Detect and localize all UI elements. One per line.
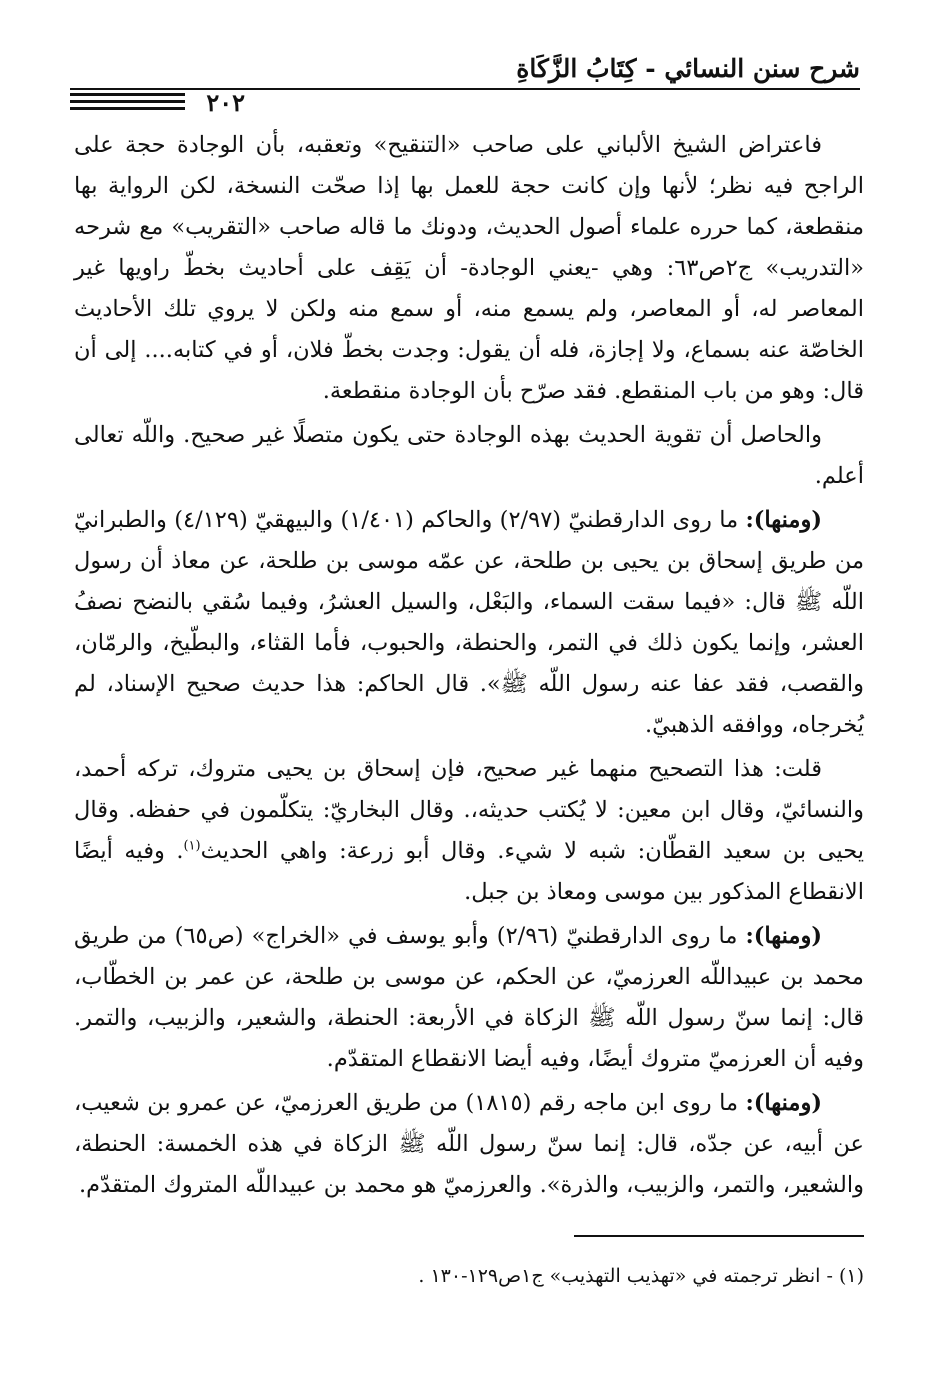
page-number-bar	[70, 88, 245, 117]
paragraph-text: والحاصل أن تقوية الحديث بهذه الوجادة حتى يكون متصلًا غير صحيح. واللّه تعالى أعلم.	[74, 422, 864, 489]
paragraph-lead: (ومنها):	[745, 923, 822, 949]
footnote-text: (١) - انظر ترجمته في «تهذيب التهذيب» ج١ص١٢٩-١٣٠ .	[418, 1265, 864, 1287]
running-title: شرح سنن النسائي - كِتَابُ الزَّكَاةِ	[516, 54, 860, 83]
header-bar-line	[70, 100, 185, 103]
main-text	[74, 125, 864, 1209]
header-bar-line	[70, 107, 185, 110]
paragraph-lead: (ومنها):	[745, 1090, 822, 1116]
paragraph	[74, 749, 864, 913]
header-bar-line	[70, 93, 185, 96]
paragraph-text: ما روى الدارقطنيّ (٢/٩٦) وأبو يوسف في «الخراج» (ص٦٥) من طريق محمد بن عبيداللّه العرزميّ، عن الحكم، عن موسى بن طلحة، عن عمر بن الخطّاب، قال: إنما سنّ رسول اللّه ﷺ الزكاة في الأربعة: الحنطة، والشعير، والزبيب، والتمر. وفيه أن العرزميّ متروك أيضًا، وفيه أيضا الانقطاع المتقدّم.	[74, 923, 864, 1072]
paragraph	[74, 415, 864, 497]
footnote-separator	[574, 1235, 864, 1237]
footnote	[74, 1262, 864, 1290]
paragraph	[74, 125, 864, 412]
paragraph-text: فاعتراض الشيخ الألباني على صاحب «التنقيح» وتعقبه، بأن الوجادة حجة على الراجح فيه نظر؛ لأنها وإن كانت حجة للعمل بها إذا صحّت النسخة، لكن الرواية بها منقطعة، كما حرره علماء أصول الحديث، ودونك ما قاله صاحب «التقريب» مع شرحه «التدريب» ج٢ص٦٣: وهي -يعني الوجادة- أن يَقِف على أحاديث بخطّ راويها غير المعاصر له، أو المعاصر، ولم يسمع منه، أو سمع منه ولكن لا يروي تلك الأحاديث الخاصّة عنه بسماع، ولا إجازة، فله أن يقول: وجدت بخطّ فلان، أو في كتابه.... إلى أن قال: وهو من باب المنقطع. فقد صرّح بأن الوجادة منقطعة.	[74, 132, 864, 404]
paragraph-text-tail: . وفيه أيضًا الانقطاع المذكور بين موسى ومعاذ بن جبل.	[74, 838, 864, 905]
paragraph	[74, 916, 864, 1080]
page-number: ٢٠٢	[206, 88, 245, 117]
footnote-reference[interactable]: (١)	[183, 838, 201, 854]
paragraph-text: ما روى الدارقطنيّ (٢/٩٧) والحاكم (١/٤٠١) والبيهقيّ (٤/١٢٩) والطبرانيّ من طريق إسحاق بن يحيى بن طلحة، عن عمّه موسى بن طلحة، عن معاذ أن رسول اللّه ﷺ قال: «فيما سقت السماء، والبَعْل، والسيل العشرُ، وفيما سُقي بالنضح نصفُ العشر، وإنما يكون ذلك في التمر، والحنطة، والحبوب، فأما القثاء، والبطّيخ، والرمّان، والقصب، فقد عفا عنه رسول اللّه ﷺ». قال الحاكم: هذا حديث صحيح الإسناد، لم يُخرجاه، ووافقه الذهبيّ.	[74, 507, 864, 738]
page-header	[70, 50, 860, 117]
paragraph	[74, 1083, 864, 1206]
paragraph-lead: (ومنها):	[745, 507, 822, 533]
paragraph	[74, 500, 864, 746]
paragraph-text: ما روى ابن ماجه رقم (١٨١٥) من طريق العرزميّ، عن عمرو بن شعيب، عن أبيه، عن جدّه، قال: إنما سنّ رسول اللّه ﷺ الزكاة في هذه الخمسة: الحنطة، والشعير، والتمر، والزبيب، والذرة». والعرزميّ هو محمد بن عبيداللّه المتروك المتقدّم.	[74, 1090, 864, 1198]
paragraph-text: قلت: هذا التصحيح منهما غير صحيح، فإن إسحاق بن يحيى متروك، تركه أحمد، والنسائيّ، وقال ابن معين: لا يُكتب حديثه،. وقال البخاريّ: يتكلّمون في حفظه. وقال يحيى بن سعيد القطّان: شبه لا شيء. وقال أبو زرعة: واهي الحديث	[74, 756, 864, 864]
